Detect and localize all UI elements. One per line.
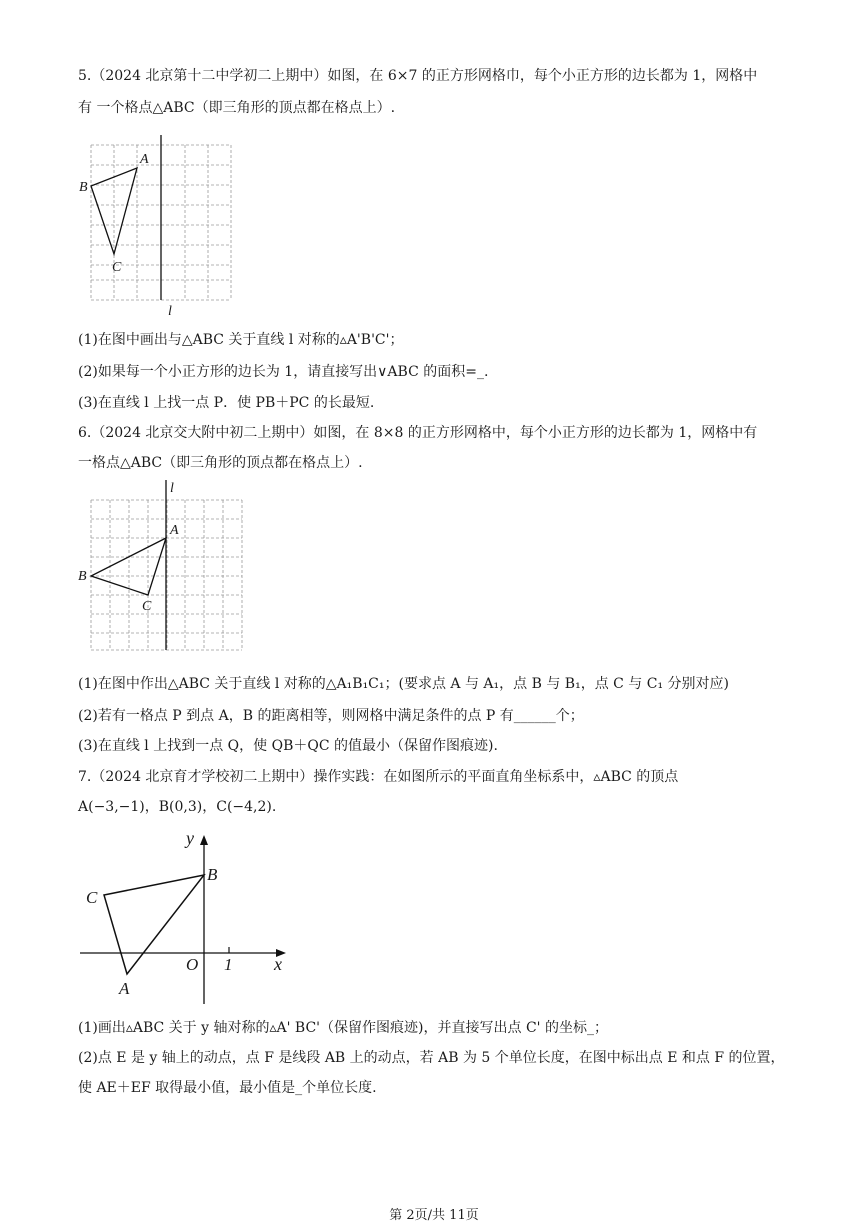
q6-label-a: A [170,523,179,538]
q6-figure [74,478,254,653]
q6-part1: (1)在图中作出△ABC 关于直线 l 对称的△A₁B₁C₁；(要求点 A 与 A₁，点 B 与 B₁，点 C 与 C₁ 分别对应) [78,676,729,692]
q5-stem-line1: 5.（2024 北京第十二中学初二上期中）如图，在 6×7 的正方形网格巾，每个小正方形的边长都为 1，网格中 [78,68,758,84]
q6-label-c: C [142,599,152,614]
page-footer: 第 2页/共 11页 [389,1208,479,1223]
q7-y-axis-arrow [200,835,208,845]
q7-part2: (2)点 E 是 y 轴上的动点，点 F 是线段 AB 上的动点，若 AB 为 5 个单位长度，在图中标出点 E 和点 F 的位置， [78,1050,785,1066]
q5-part2: (2)如果每一个小正方形的边长为 1，请直接写出∨ABC 的面积=_. [78,364,489,380]
q6-label-b: B [78,569,87,584]
q5-label-a: A [140,152,149,167]
q5-label-c: C [112,260,122,275]
q7-label-o: O [186,955,199,974]
q5-part3: (3)在直线 l 上找一点 P．使 PB＋PC 的长最短. [78,395,375,411]
q5-label-l: l [168,304,172,319]
q6-part2: (2)若有一格点 P 到点 A，B 的距离相等，则网格中满足条件的点 P 有______个； [78,708,584,724]
q6-part3: (3)在直线 l 上找到一点 Q，使 QB＋QC 的值最小（保留作图痕迹). [78,738,498,754]
q7-label-y: y [186,828,194,848]
q7-label-one: 1 [224,955,233,974]
q6-label-l: l [170,481,174,496]
q5-stem-line2: 有 一个格点△ABC（即三角形的顶点都在格点上）. [78,100,396,116]
q7-stem-line2: A(−3,−1)，B(0,3)，C(−4,2). [78,799,277,815]
q7-label-x: x [274,954,282,974]
q5-figure [74,135,244,320]
q7-label-b: B [207,865,218,884]
q6-stem-line1: 6.（2024 北京交大附中初二上期中）如图，在 8×8 的正方形网格中，每个小正方形的边长都为 1，网格中有 [78,425,758,441]
q7-label-c: C [86,888,98,907]
q7-label-a: A [119,979,130,998]
q5-part1: (1)在图中画出与△ABC 关于直线 l 对称的▵A'B'C'； [78,332,404,348]
q5-label-b: B [79,180,88,195]
q7-part1: (1)画出▵ABC 关于 y 轴对称的▵A' BC'（保留作图痕迹)，并直接写出点 C' 的坐标_； [78,1020,608,1036]
q7-figure [74,822,294,1012]
q6-triangle-abc [91,538,166,595]
q7-part3: 使 AE＋EF 取得最小值，最小值是_个单位长度. [78,1080,377,1096]
q7-stem-line1: 7.（2024 北京育才学校初二上期中）操作实践：在如图所示的平面直角坐标系中，▵ABC 的顶点 [78,769,679,785]
q6-stem-line2: 一格点△ABC（即三角形的顶点都在格点上）. [78,455,363,471]
